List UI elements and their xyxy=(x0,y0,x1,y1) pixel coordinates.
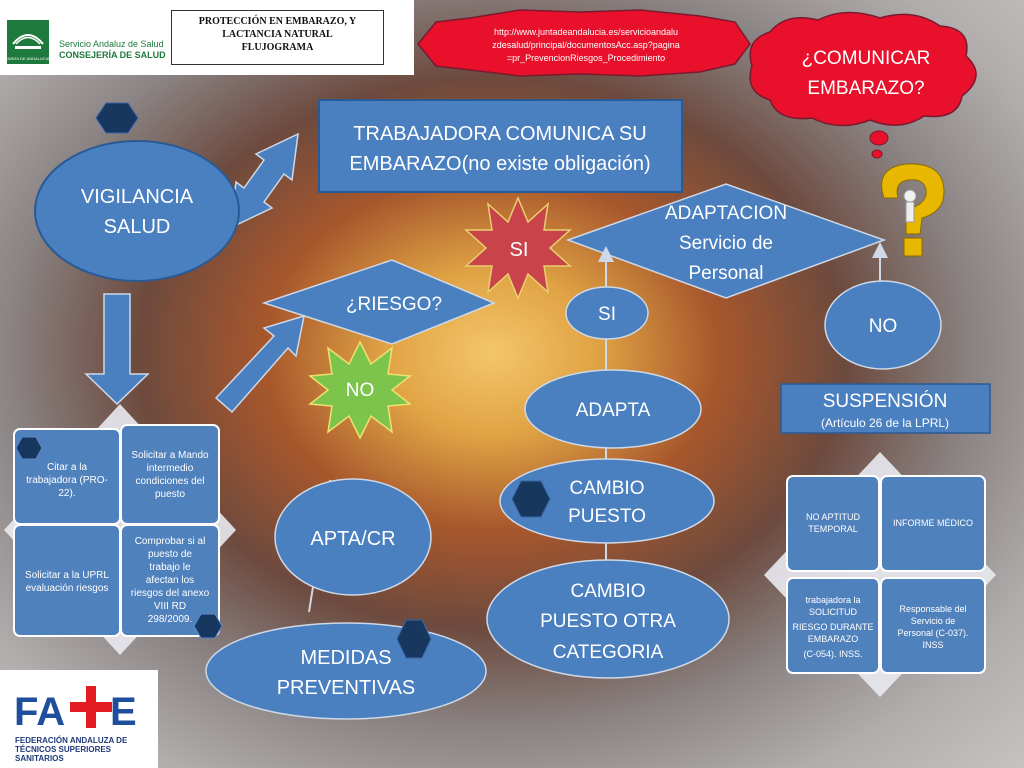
solicitud-line-4: EMBARAZO xyxy=(807,634,859,644)
vigilancia-line-2: SALUD xyxy=(103,216,171,238)
hexagon-marker xyxy=(16,437,42,459)
solicitud-line-1: trabajadora la xyxy=(805,595,861,605)
comprobar-line-5: riesgos del anexo xyxy=(130,588,210,599)
comprobar-line-6: VIII RD xyxy=(153,601,187,612)
comunicar-line-2: EMBARAZO? xyxy=(807,78,925,99)
mando-line-3: condiciones del xyxy=(135,476,205,487)
solicitud-line-2: SOLICITUD xyxy=(808,607,858,617)
cambio-puesto-line-2: PUESTO xyxy=(568,506,646,527)
svg-text:FA: FA xyxy=(14,690,66,734)
suspension-title: SUSPENSIÓN xyxy=(822,391,948,412)
medidas-line-1: MEDIDAS xyxy=(300,647,392,669)
informe-medico-label: INFORME MÉDICO xyxy=(893,518,973,528)
down-arrow xyxy=(86,294,148,404)
adaptacion-line-2: Servicio de xyxy=(679,233,773,254)
riesgo-label: ¿RIESGO? xyxy=(345,294,443,315)
url-line-1: http://www.juntadeandalucia.es/servicioandalu xyxy=(493,27,679,37)
solicitud-line-5: (C-054). INSS. xyxy=(803,649,863,659)
uprl-line-2: evaluación riesgos xyxy=(25,583,109,594)
adaptacion-line-3: Personal xyxy=(688,263,764,284)
cambio-otra-line-2: PUESTO OTRA xyxy=(540,611,676,632)
trabajadora-line-1: TRABAJADORA COMUNICA SU xyxy=(353,123,647,145)
suspension-box xyxy=(781,384,990,433)
medidas-preventivas-node xyxy=(206,623,486,719)
si-burst-label: SI xyxy=(509,239,529,261)
bidirectional-arrow xyxy=(230,134,298,228)
url-line-2: zdesalud/principal/documentosAcc.asp?pagina xyxy=(492,40,680,50)
citar-line-2: trabajadora (PRO- xyxy=(26,475,108,486)
comprobar-line-7: 298/2009. xyxy=(147,614,193,625)
responsable-line-4: INSS xyxy=(922,640,944,650)
adapta-node xyxy=(525,370,701,448)
cycle-box-solicitar-mando xyxy=(121,425,219,524)
diagonal-arrow xyxy=(216,316,304,412)
si-burst xyxy=(466,198,570,298)
no-node-label: NO xyxy=(868,316,898,337)
si-node-label: SI xyxy=(598,304,616,325)
cycle-box-informe-medico xyxy=(881,476,985,571)
no-burst xyxy=(310,342,410,438)
responsable-line-3: Personal (C-037). xyxy=(897,628,969,638)
cycle-box-solicitud-riesgo xyxy=(787,578,879,673)
apta-cr-node xyxy=(275,479,431,595)
suspension-subtitle: (Artículo 26 de la LPRL) xyxy=(820,416,950,430)
hexagon-marker xyxy=(96,103,138,133)
vigilancia-line-1: VIGILANCIA xyxy=(80,186,194,208)
fate-subtitle: FEDERACIÓN ANDALUZA DE TÉCNICOS SUPERIORES SANITARIOS xyxy=(15,736,128,763)
solicitud-line-3: RIESGO DURANTE xyxy=(792,622,874,632)
apta-label: APTA/CR xyxy=(310,528,396,550)
svg-text:E: E xyxy=(110,690,137,734)
uprl-line-1: Solicitar a la UPRL xyxy=(25,570,109,581)
page-title: PROTECCIÓN EN EMBARAZO, Y LACTANCIA NATURAL FLUJOGRAMA xyxy=(171,10,384,65)
responsable-line-2: Servicio de xyxy=(910,616,956,626)
no-burst-label: NO xyxy=(345,380,375,401)
comunicar-line-1: ¿COMUNICAR xyxy=(801,48,931,69)
url-line-3: =pr_PrevencionRiesgos_Procedimiento xyxy=(506,53,666,63)
si-node xyxy=(566,287,648,339)
svg-text:JUNTA DE ANDALUCIA: JUNTA DE ANDALUCIA xyxy=(6,56,50,61)
comprobar-line-1: Comprobar si al xyxy=(134,536,206,547)
mando-line-4: puesto xyxy=(154,489,186,500)
comprobar-line-4: afectan los xyxy=(145,575,195,586)
comprobar-line-2: puesto de xyxy=(148,549,192,560)
responsable-line-1: Responsable del xyxy=(899,604,967,614)
mando-line-2: intermedio xyxy=(146,463,194,474)
health-service-label: Servicio Andaluz de Salud CONSEJERÍA DE SALUD xyxy=(59,39,166,60)
question-figure-icon xyxy=(882,164,944,256)
fate-logo xyxy=(0,670,158,740)
citar-line-1: Citar a la xyxy=(46,462,88,473)
trabajadora-line-2: EMBARAZO(no existe obligación) xyxy=(349,153,651,175)
cambio-otra-categoria-node xyxy=(487,560,729,678)
cambio-otra-line-1: CAMBIO xyxy=(570,581,646,602)
no-aptitud-line-2: TEMPORAL xyxy=(808,524,858,534)
cambio-otra-line-3: CATEGORIA xyxy=(552,642,664,663)
mando-line-1: Solicitar a Mando xyxy=(131,450,209,461)
comprobar-line-3: trabajo le xyxy=(149,562,191,573)
source-url-cloud[interactable] xyxy=(418,10,750,76)
cycle-box-solicitar-uprl xyxy=(14,525,120,636)
cycle-box-no-aptitud xyxy=(787,476,879,571)
adapta-label: ADAPTA xyxy=(575,400,651,421)
no-node xyxy=(825,281,941,369)
adaptacion-decision xyxy=(568,184,884,298)
adaptacion-line-1: ADAPTACION xyxy=(664,203,788,224)
cambio-puesto-line-1: CAMBIO xyxy=(569,478,645,499)
medidas-line-2: PREVENTIVAS xyxy=(276,677,416,699)
citar-line-3: 22). xyxy=(58,488,76,499)
cycle-box-responsable xyxy=(881,578,985,673)
trabajadora-comunica-box xyxy=(319,100,682,192)
vigilancia-salud-node xyxy=(35,141,239,281)
comunicar-embarazo-cloud xyxy=(750,12,976,158)
no-aptitud-line-1: NO APTITUD xyxy=(805,512,861,522)
